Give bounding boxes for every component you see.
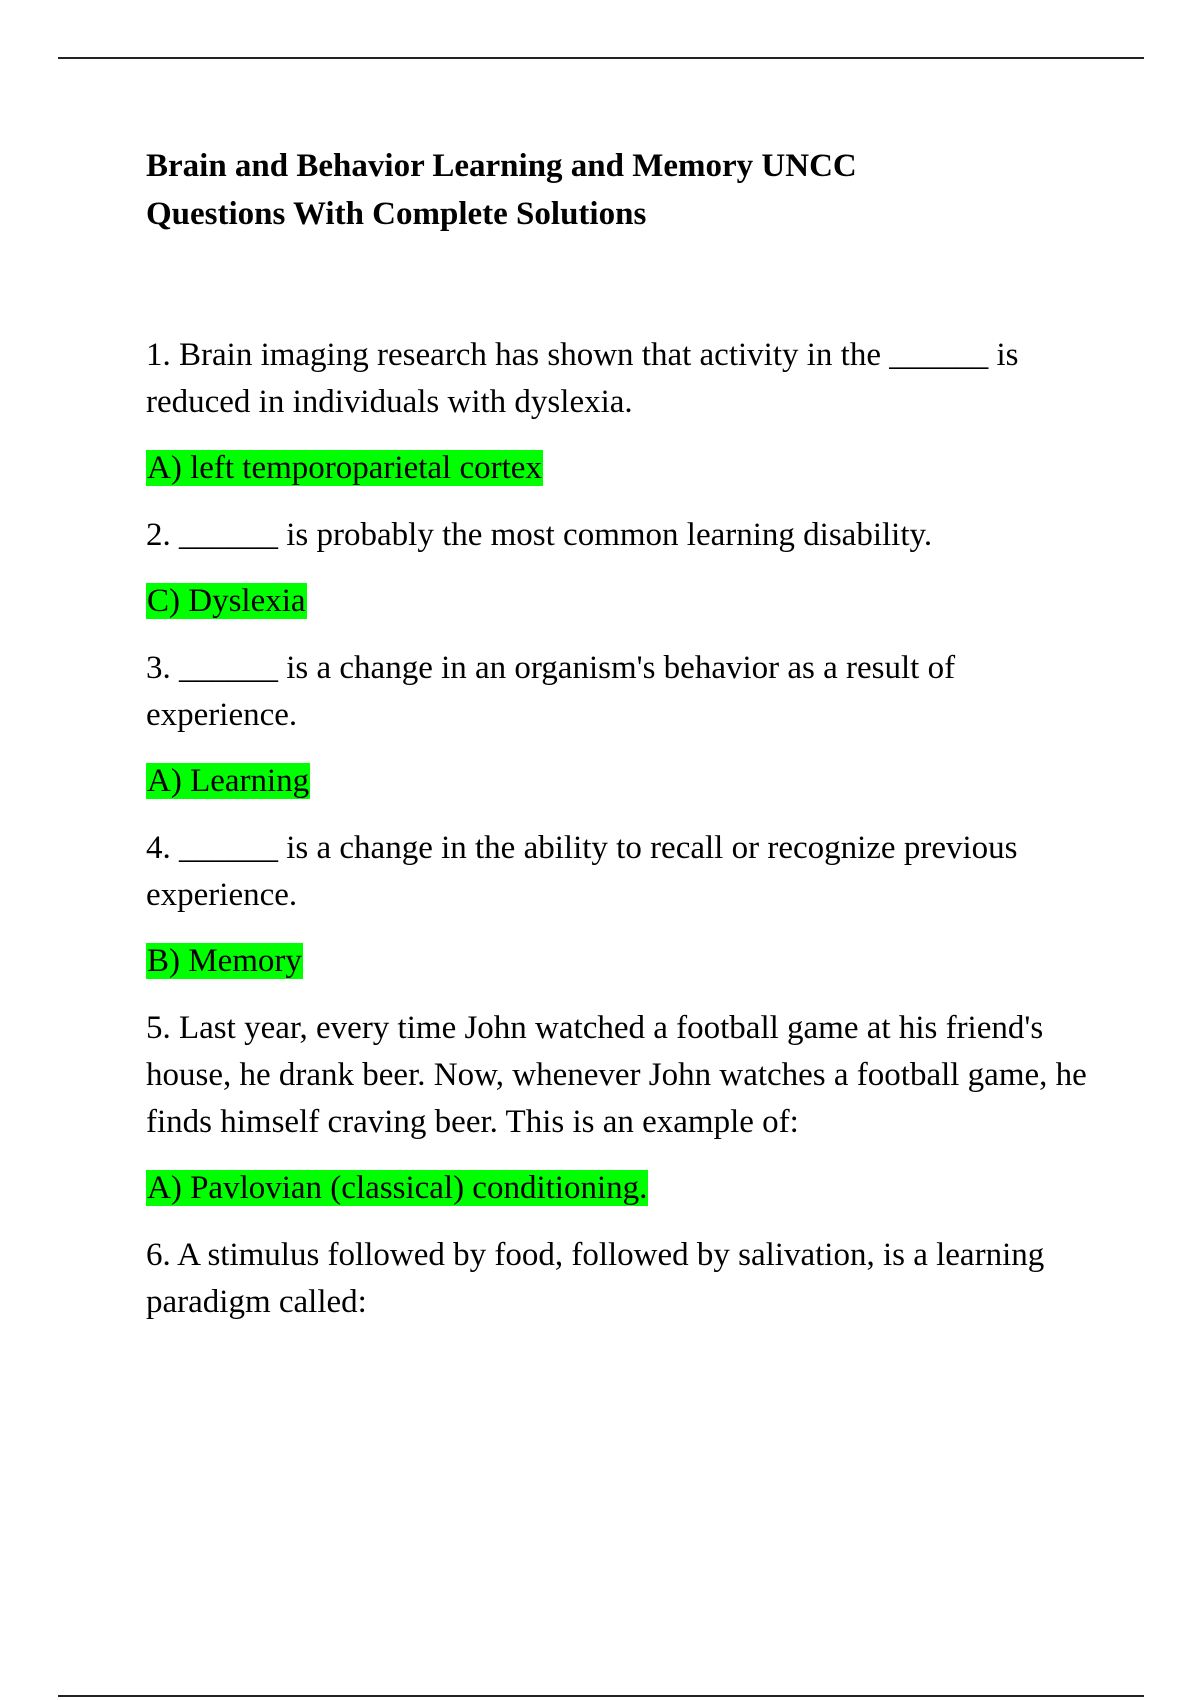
- answer-5-highlight: A) Pavlovian (classical) conditioning.: [147, 1170, 648, 1206]
- question-5: 5. Last year, every time John watched a football game at his friend's house, he drank beer. Now, whenever John watches a football game, he finds himself craving beer. This is an example of:: [146, 1010, 1087, 1140]
- answer-2: [146, 579, 1096, 623]
- question-4: 4. ______ is a change in the ability to recall or recognize previous experience.: [146, 830, 1018, 913]
- answer-5: [146, 1166, 1096, 1210]
- bottom-rule: [58, 1695, 1144, 1697]
- top-rule: [58, 57, 1144, 59]
- answer-1-highlight: A) left temporoparietal cortex: [147, 450, 542, 486]
- document-body: [146, 142, 1096, 1346]
- document-title: Brain and Behavior Learning and Memory UNCC Questions With Complete Solutions: [146, 148, 857, 232]
- question-6: 6. A stimulus followed by food, followed by salivation, is a learning paradigm called:: [146, 1237, 1045, 1320]
- answer-4-highlight: B) Memory: [147, 943, 302, 979]
- question-3: 3. ______ is a change in an organism's behavior as a result of experience.: [146, 650, 956, 733]
- question-1: 1. Brain imaging research has shown that activity in the ______ is reduced in individuals with dyslexia.: [146, 337, 1019, 420]
- question-2: 2. ______ is probably the most common learning disability.: [146, 517, 933, 553]
- answer-4: [146, 939, 1096, 983]
- answer-1: [146, 446, 1096, 490]
- answer-2-highlight: C) Dyslexia: [147, 583, 306, 619]
- answer-3: [146, 759, 1096, 803]
- answer-3-highlight: A) Learning: [147, 763, 310, 799]
